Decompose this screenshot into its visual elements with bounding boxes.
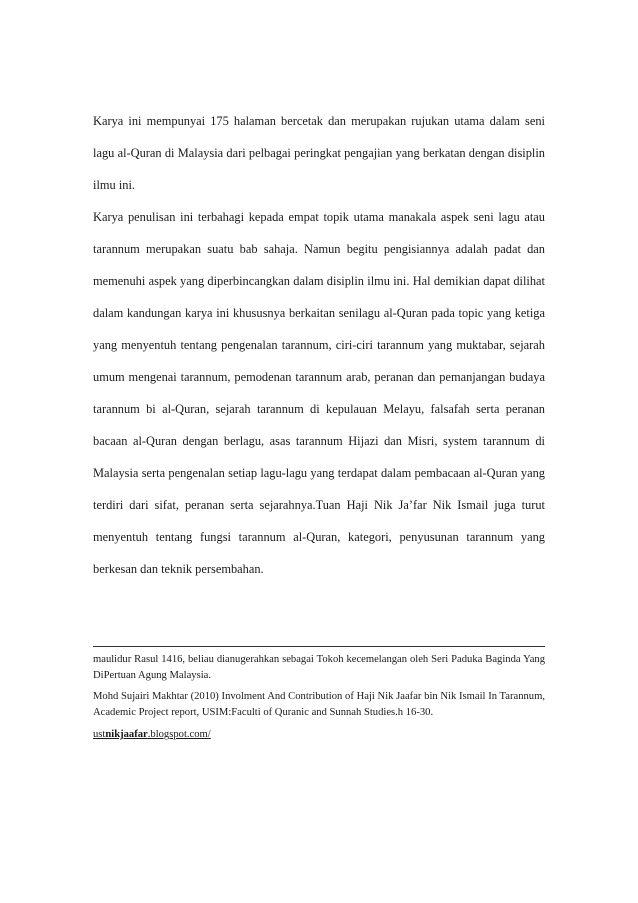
body-paragraph-1: Karya ini mempunyai 175 halaman bercetak dan merupakan rujukan utama dalam seni lagu al-Quran di Malaysia dari pelbagai peringkat pengajian yang berkatan dengan disiplin ilmu ini.: [93, 114, 545, 192]
url-bold-part: nikjaafar: [105, 729, 148, 740]
footnote-1: maulidur Rasul 1416, beliau dianugerahkan sebagai Tokoh kecemelangan oleh Seri Paduka Baginda Yang DiPertuan Agung Malaysia.: [93, 654, 545, 681]
body-paragraph-2: Karya penulisan ini terbahagi kepada empat topik utama manakala aspek seni lagu atau tarannum merupakan suatu bab sahaja. Namun begitu pengisiannya adalah padat dan memenuhi aspek yang diperbincangkan dalam disiplin ilmu ini. Hal demikian dapat dilihat dalam kandungan karya ini khususnya berkaitan senilagu al-Quran pada topic yang ketiga yang menyentuh tentang pengenalan tarannum, ciri-ciri tarannum yang muktabar, sejarah umum mengenai tarannum, pemodenan tarannum arab, peranan dan pemanjangan budaya tarannum bi al-Quran, sejarah tarannum di kepulauan Melayu, falsafah serta peranan bacaan al-Quran dengan berlagu, asas tarannum Hijazi dan Misri, system tarannum di Malaysia serta pengenalan setiap lagu-lagu yang terdapat dalam pembacaan al-Quran yang terdiri dari sifat, peranan serta sejarahnya.Tuan Haji Nik Ja’far Nik Ismail juga turut menyentuh tentang fungsi tarannum al-Quran, kategori, penyusunan tarannum yang berkesan dan teknik persembahan.: [93, 210, 545, 576]
footnote-3-link[interactable]: [93, 727, 545, 743]
url-suffix: .blogspot.com/: [147, 729, 211, 740]
url-prefix: ust: [93, 729, 106, 740]
footnote-separator: [93, 646, 545, 647]
blog-url-link[interactable]: [93, 729, 211, 740]
footnote-2: Mohd Sujairi Makhtar (2010) Involment And Contribution of Haji Nik Jaafar bin Nik Ismail In Tarannum, Academic Project report, USIM:Faculti of Quranic and Sunnah Studies.h 16-30.: [93, 691, 545, 718]
